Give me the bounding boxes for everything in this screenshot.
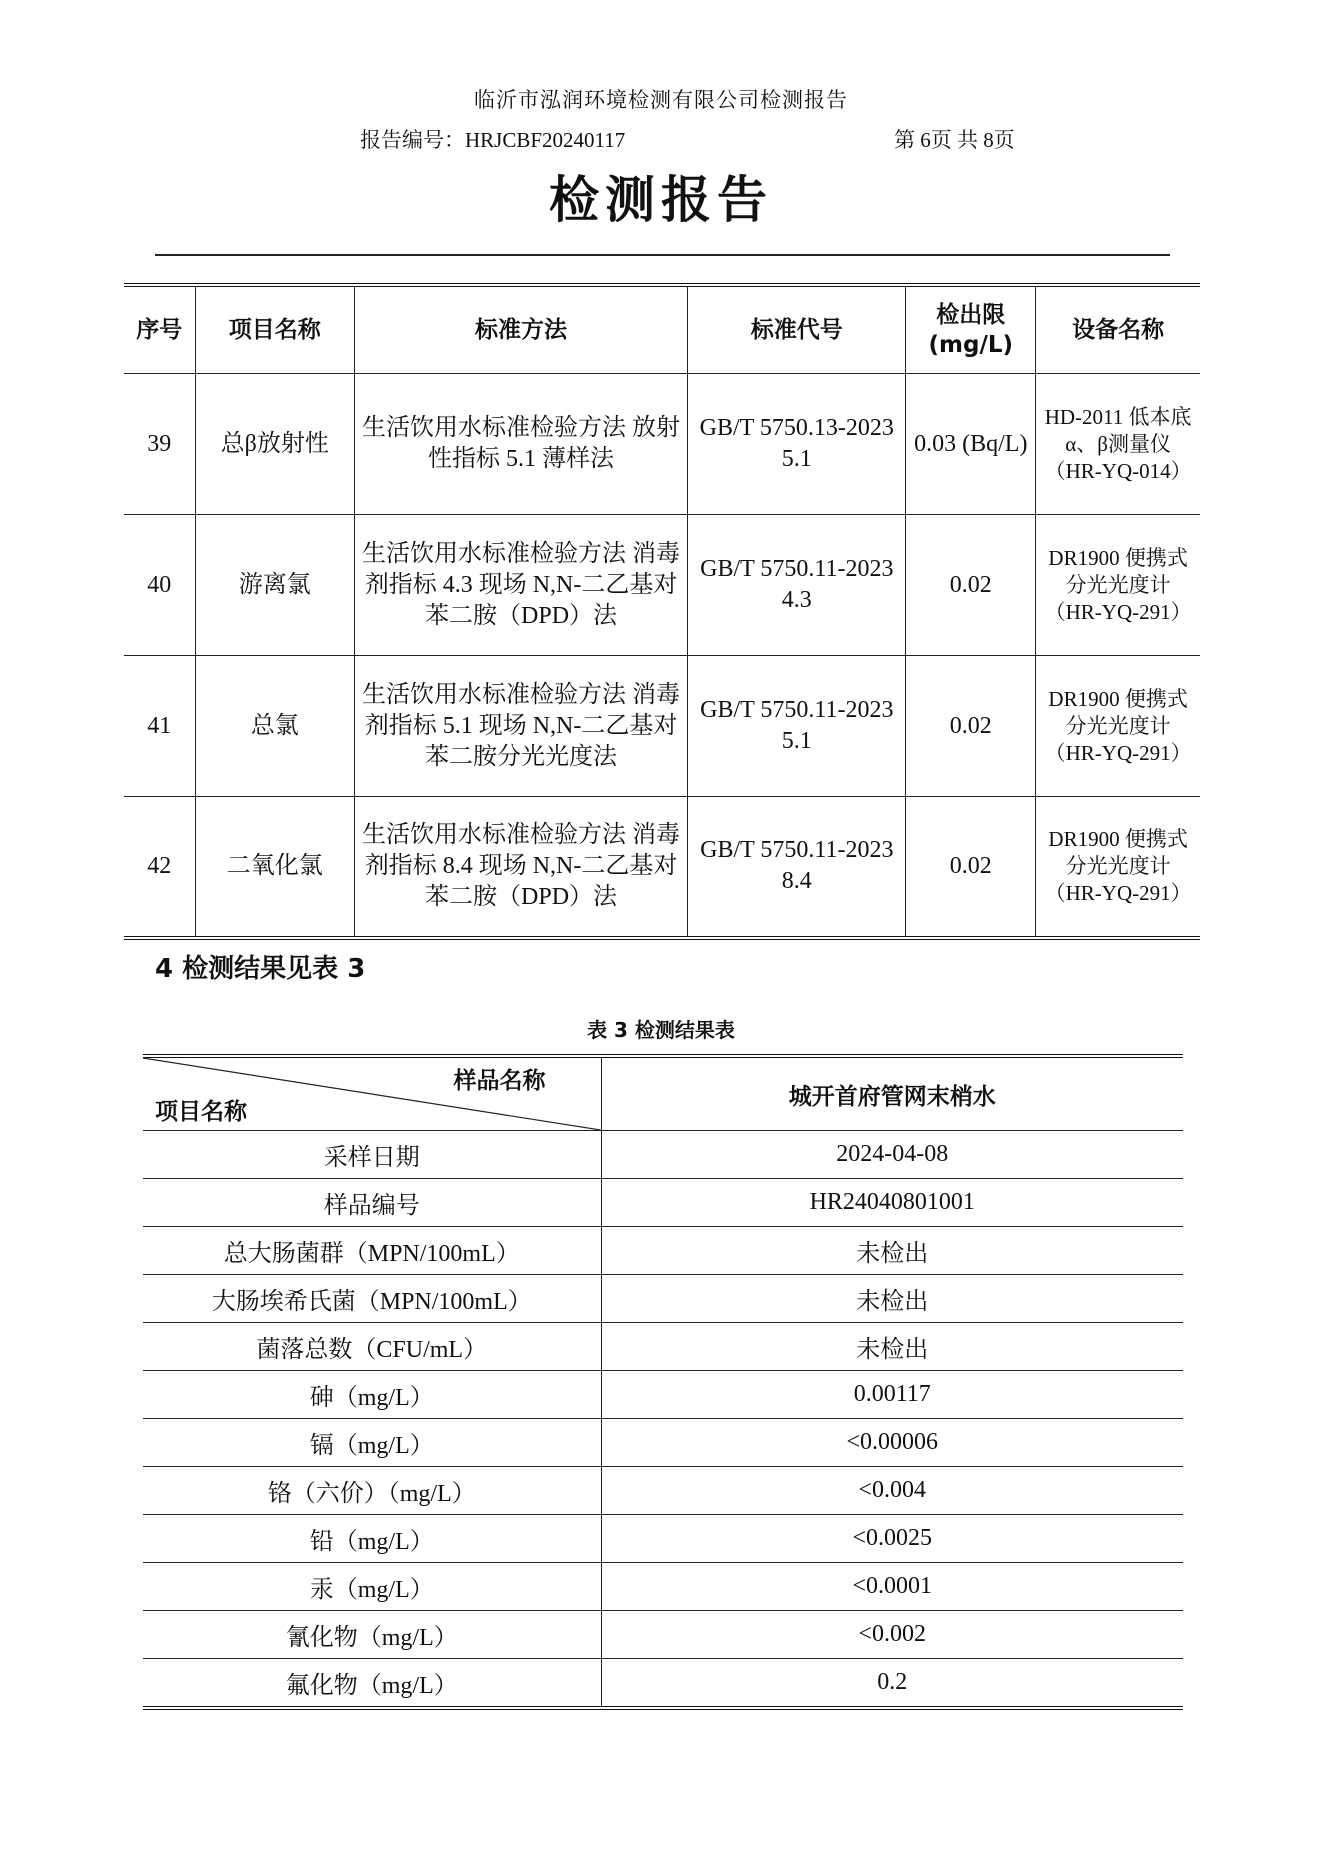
row-item: 总β放射性 — [195, 374, 354, 515]
row-code: GB/T 5750.11-2023 5.1 — [688, 656, 906, 797]
result-item: 样品编号 — [143, 1179, 601, 1227]
table-row — [143, 1659, 1183, 1709]
table-row — [143, 1131, 1183, 1179]
row-item: 游离氯 — [195, 515, 354, 656]
table-row — [143, 1371, 1183, 1419]
result-value: 0.00117 — [601, 1371, 1183, 1419]
result-item: 采样日期 — [143, 1131, 601, 1179]
row-limit: 0.02 — [906, 515, 1036, 656]
report-company-line: 临沂市泓润环境检测有限公司检测报告 — [474, 88, 848, 112]
table-row — [143, 1563, 1183, 1611]
report-number: 报告编号：HRJCBF20240117 — [360, 128, 626, 152]
row-no: 39 — [124, 374, 195, 515]
table-row — [143, 1179, 1183, 1227]
row-code: GB/T 5750.11-2023 4.3 — [688, 515, 906, 656]
table-row — [143, 1611, 1183, 1659]
methods-table — [124, 283, 1200, 940]
result-item: 铅（mg/L） — [143, 1515, 601, 1563]
col-header-code: 标准代号 — [688, 285, 906, 374]
result-value: <0.004 — [601, 1467, 1183, 1515]
section-heading: 4 检测结果见表 3 — [155, 954, 366, 984]
result-item: 大肠埃希氏菌（MPN/100mL） — [143, 1275, 601, 1323]
result-value: <0.002 — [601, 1611, 1183, 1659]
results-header-row — [143, 1056, 1183, 1131]
result-value: HR24040801001 — [601, 1179, 1183, 1227]
table-row — [143, 1467, 1183, 1515]
result-item: 氟化物（mg/L） — [143, 1659, 601, 1709]
table-row — [124, 656, 1200, 797]
result-value: 未检出 — [601, 1275, 1183, 1323]
row-no: 41 — [124, 656, 195, 797]
result-value: 2024-04-08 — [601, 1131, 1183, 1179]
result-item: 砷（mg/L） — [143, 1371, 601, 1419]
col-header-method: 标准方法 — [354, 285, 687, 374]
row-code: GB/T 5750.13-2023 5.1 — [688, 374, 906, 515]
results-table-caption: 表 3 检测结果表 — [587, 1018, 735, 1042]
col-header-limit: 检出限 (mg/L) — [906, 285, 1036, 374]
results-table — [143, 1054, 1183, 1710]
result-value: <0.0025 — [601, 1515, 1183, 1563]
row-equipment: DR1900 便携式分光光度计（HR-YQ-291） — [1036, 515, 1200, 656]
col-header-equipment: 设备名称 — [1036, 285, 1200, 374]
row-method: 生活饮用水标准检验方法 消毒剂指标 8.4 现场 N,N-二乙基对苯二胺（DPD）法 — [354, 797, 687, 938]
result-value: <0.00006 — [601, 1419, 1183, 1467]
result-item: 镉（mg/L） — [143, 1419, 601, 1467]
table-row — [143, 1515, 1183, 1563]
result-item: 总大肠菌群（MPN/100mL） — [143, 1227, 601, 1275]
table-row — [124, 797, 1200, 938]
methods-header-row — [124, 285, 1200, 374]
diagonal-header-cell — [143, 1056, 601, 1131]
result-value: <0.0001 — [601, 1563, 1183, 1611]
row-equipment: HD-2011 低本底α、β测量仪（HR-YQ-014） — [1036, 374, 1200, 515]
document-title: 检测报告 — [549, 171, 773, 229]
page-number: 第 6页 共 8页 — [894, 128, 1015, 152]
row-item: 二氧化氯 — [195, 797, 354, 938]
table-row — [143, 1227, 1183, 1275]
row-limit: 0.02 — [906, 797, 1036, 938]
table-row — [143, 1275, 1183, 1323]
row-equipment: DR1900 便携式分光光度计（HR-YQ-291） — [1036, 656, 1200, 797]
header-item-label: 项目名称 — [155, 1099, 247, 1125]
result-item: 铬（六价）（mg/L） — [143, 1467, 601, 1515]
result-item: 汞（mg/L） — [143, 1563, 601, 1611]
row-limit: 0.03 (Bq/L) — [906, 374, 1036, 515]
row-no: 42 — [124, 797, 195, 938]
row-code: GB/T 5750.11-2023 8.4 — [688, 797, 906, 938]
col-header-item: 项目名称 — [195, 285, 354, 374]
row-equipment: DR1900 便携式分光光度计（HR-YQ-291） — [1036, 797, 1200, 938]
result-item: 菌落总数（CFU/mL） — [143, 1323, 601, 1371]
table-row — [124, 515, 1200, 656]
row-limit: 0.02 — [906, 656, 1036, 797]
result-value: 未检出 — [601, 1323, 1183, 1371]
title-divider — [155, 254, 1170, 256]
table-row — [124, 374, 1200, 515]
row-method: 生活饮用水标准检验方法 消毒剂指标 5.1 现场 N,N-二乙基对苯二胺分光光度法 — [354, 656, 687, 797]
result-item: 氰化物（mg/L） — [143, 1611, 601, 1659]
table-row — [143, 1419, 1183, 1467]
row-method: 生活饮用水标准检验方法 消毒剂指标 4.3 现场 N,N-二乙基对苯二胺（DPD）法 — [354, 515, 687, 656]
table-row — [143, 1323, 1183, 1371]
result-value: 未检出 — [601, 1227, 1183, 1275]
result-value: 0.2 — [601, 1659, 1183, 1709]
row-no: 40 — [124, 515, 195, 656]
col-header-no: 序号 — [124, 285, 195, 374]
row-item: 总氯 — [195, 656, 354, 797]
row-method: 生活饮用水标准检验方法 放射性指标 5.1 薄样法 — [354, 374, 687, 515]
header-sample-label: 样品名称 — [453, 1068, 546, 1094]
sample-name-header: 城开首府管网末梢水 — [601, 1056, 1183, 1131]
